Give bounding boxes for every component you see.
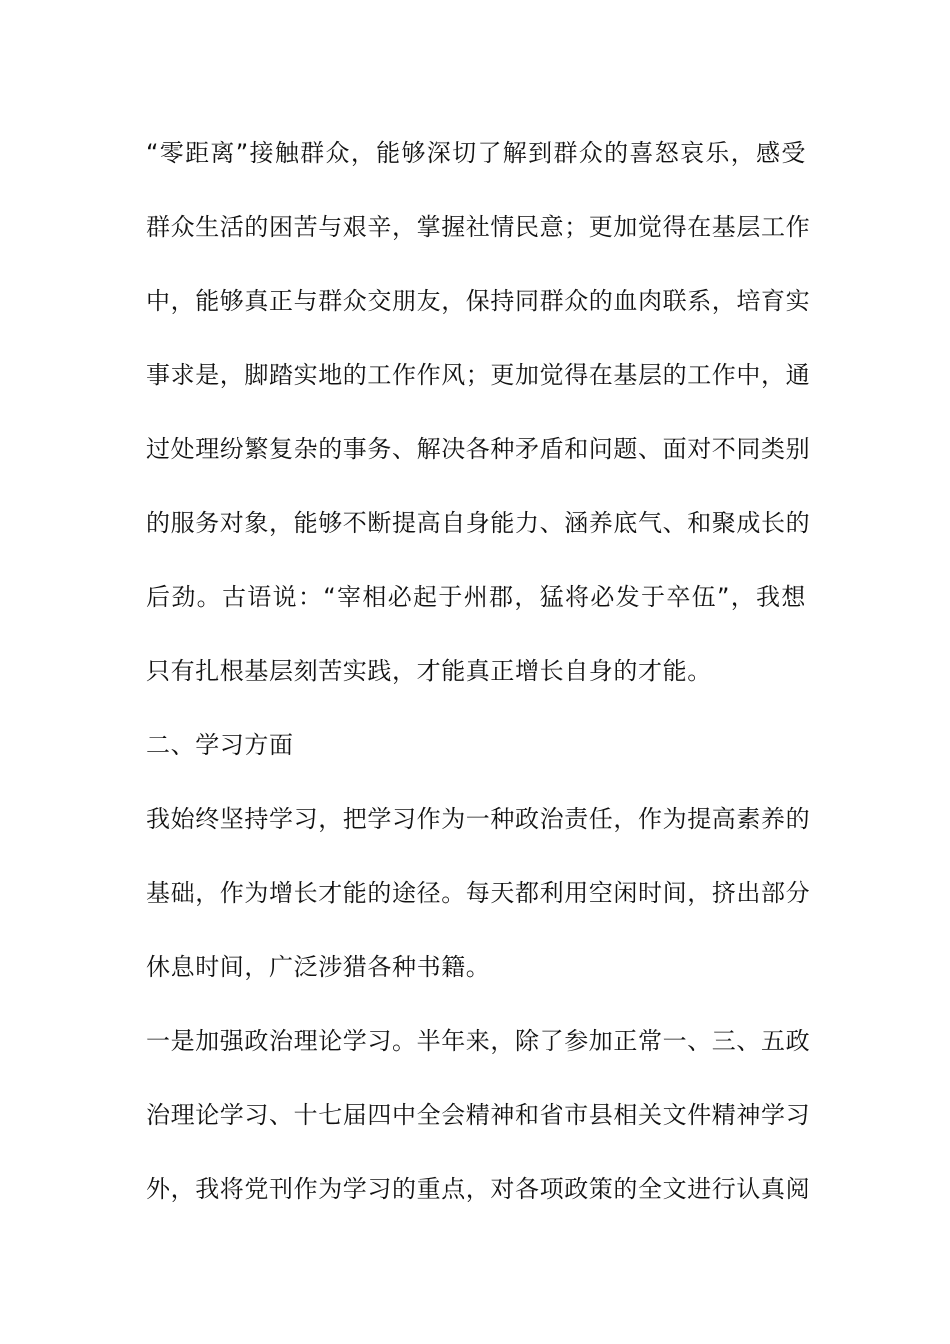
text-line: 休息时间，广泛涉猎各种书籍。 [146, 953, 491, 981]
text-line: 一是加强政治理论学习。半年来，除了参加正常一、三、五政 [146, 1027, 811, 1055]
text-line: 的服务对象，能够不断提高自身能力、涵养底气、和聚成长的 [146, 509, 811, 537]
text-line: 我始终坚持学习，把学习作为一种政治责任，作为提高素养的 [146, 805, 811, 833]
body-text [146, 131, 811, 1241]
text-line: 中，能够真正与群众交朋友，保持同群众的血肉联系，培育实 [146, 287, 811, 315]
text-line: 外，我将党刊作为学习的重点，对各项政策的全文进行认真阅 [146, 1175, 811, 1203]
text-line: 群众生活的困苦与艰辛，掌握社情民意；更加觉得在基层工作 [146, 213, 811, 241]
text-line: 过处理纷繁复杂的事务、解决各种矛盾和问题、面对不同类别 [146, 435, 811, 463]
section-heading: 二、学习方面 [146, 731, 294, 759]
text-line: “零距离”接触群众，能够深切了解到群众的喜怒哀乐，感受 [146, 139, 806, 167]
text-line: 后劲。古语说：“宰相必起于州郡，猛将必发于卒伍”，我想 [146, 583, 806, 611]
text-line: 只有扎根基层刻苦实践，才能真正增长自身的才能。 [146, 657, 712, 685]
text-line: 事求是，脚踏实地的工作作风；更加觉得在基层的工作中，通 [146, 361, 811, 389]
text-line: 基础，作为增长才能的途径。每天都利用空闲时间，挤出部分 [146, 879, 811, 907]
text-line: 治理论学习、十七届四中全会精神和省市县相关文件精神学习 [146, 1101, 811, 1129]
